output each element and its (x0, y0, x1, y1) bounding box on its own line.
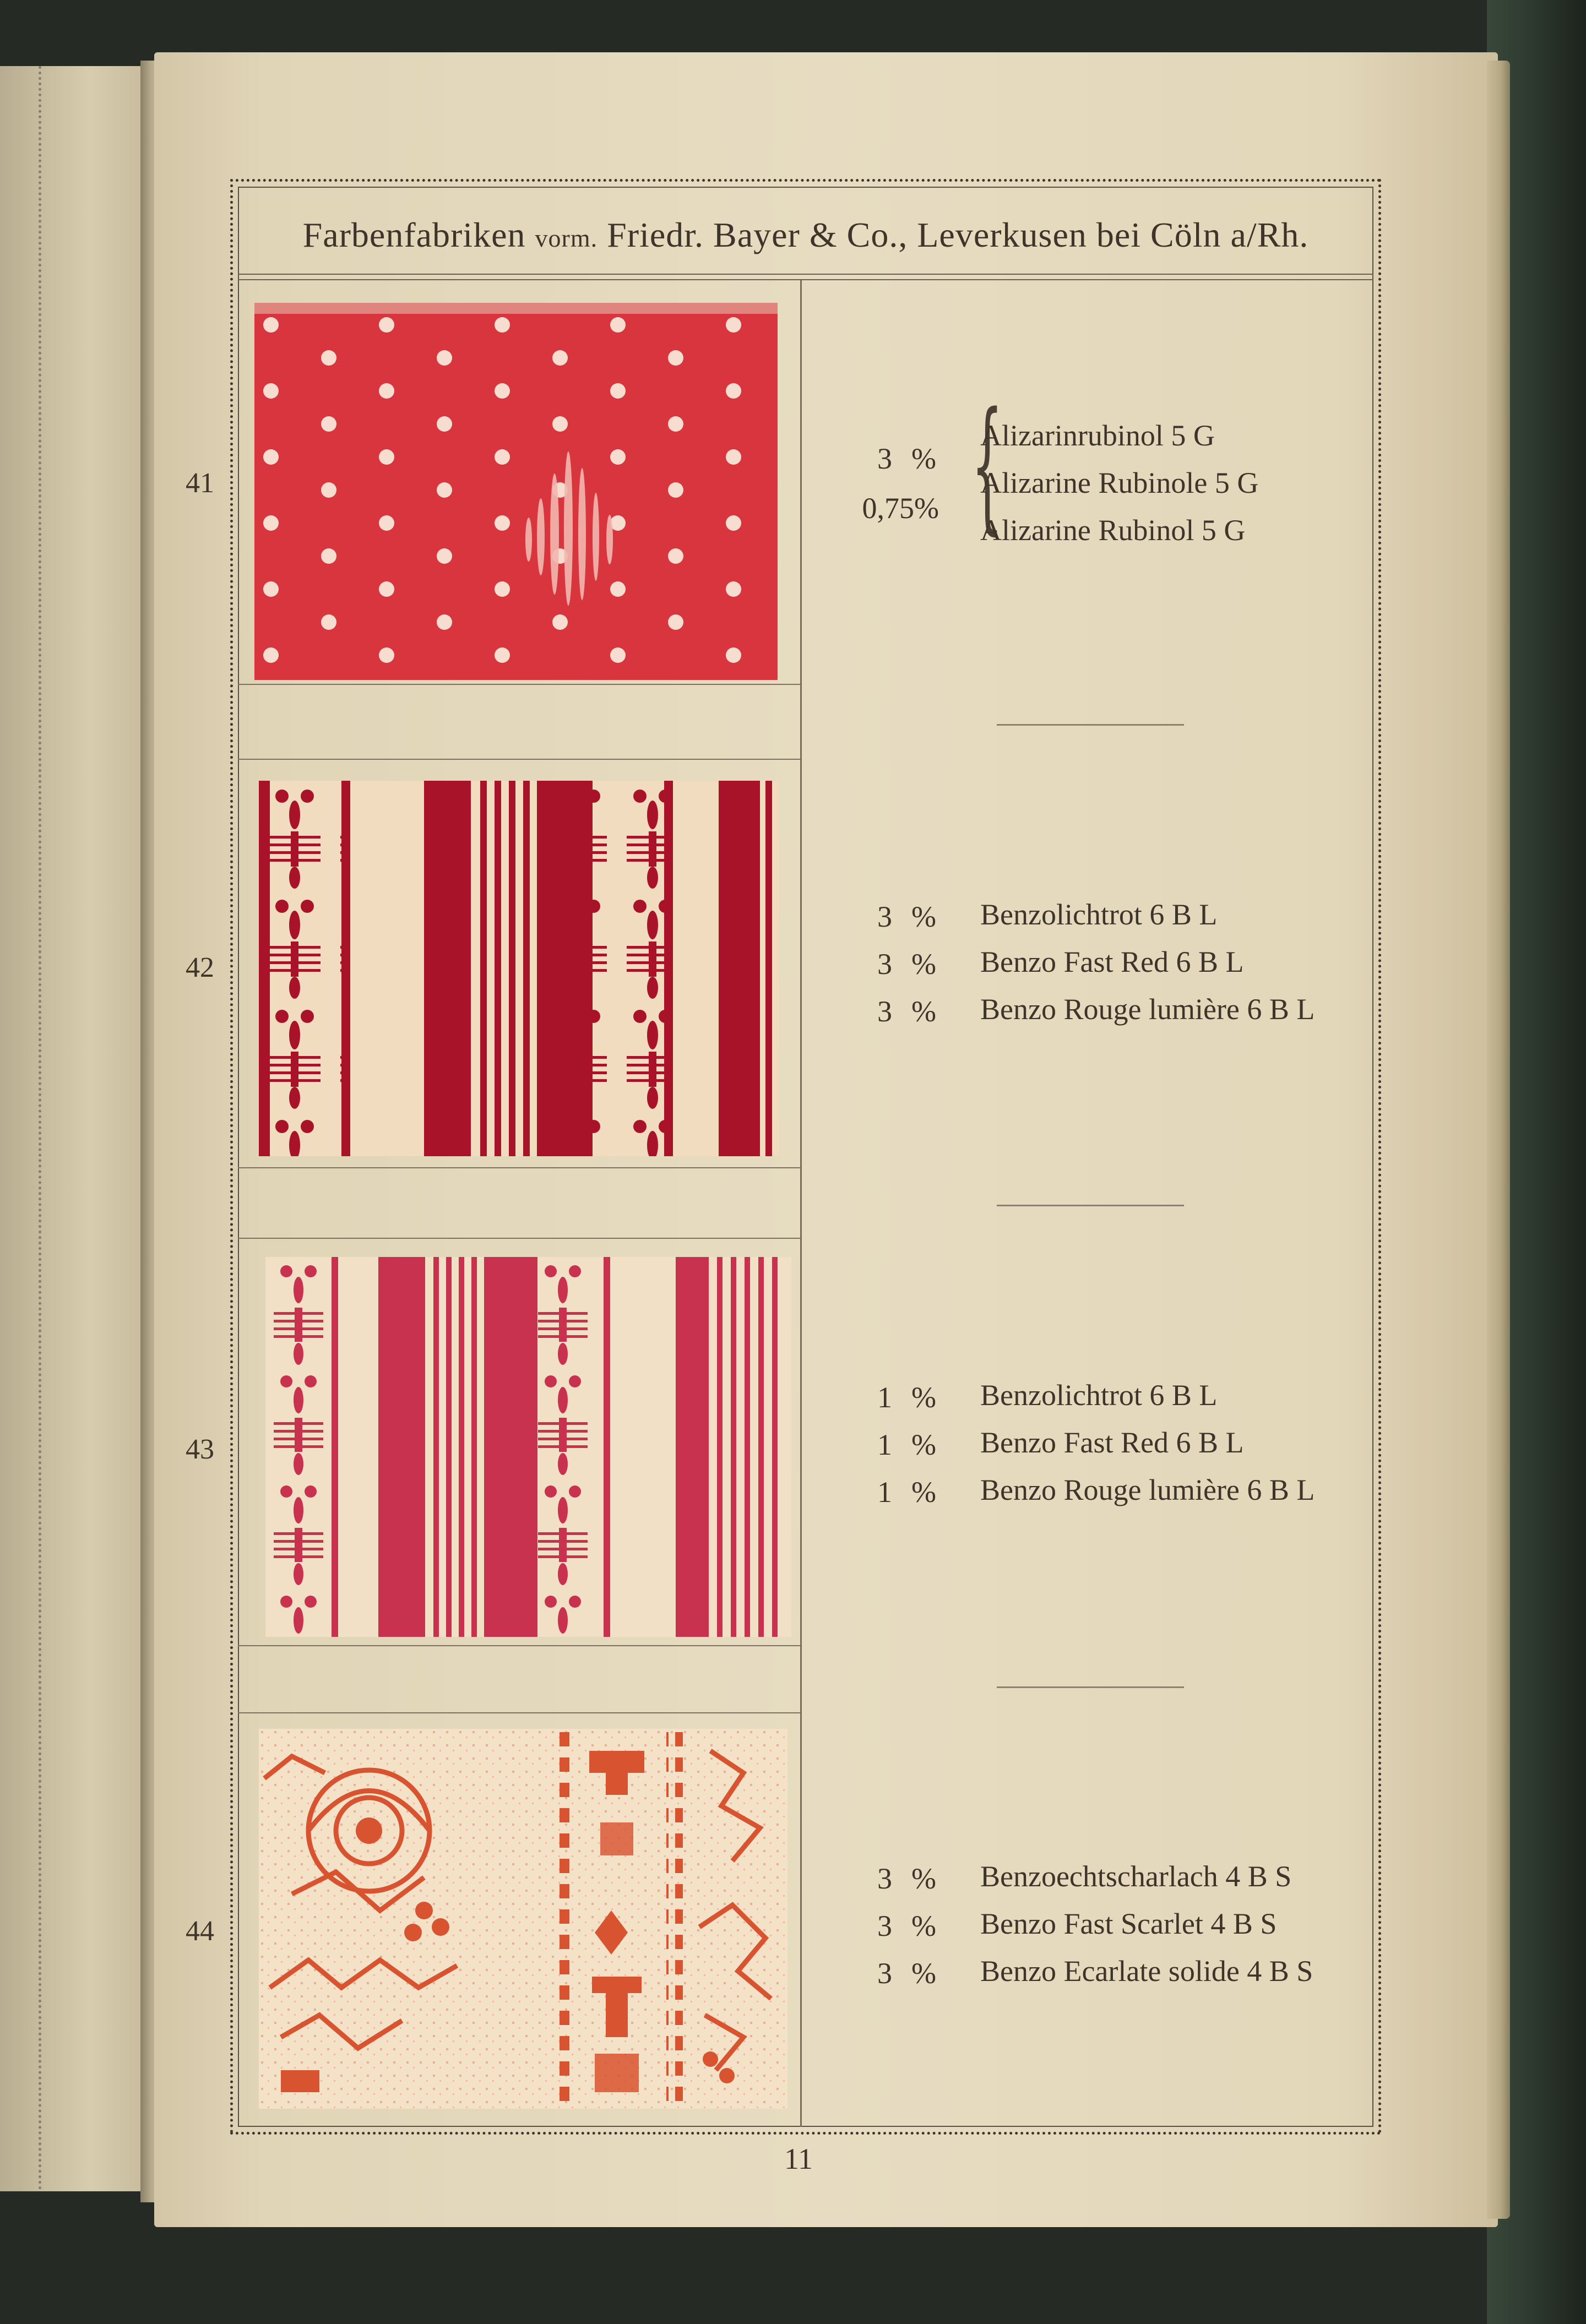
percent-sign: % (911, 1862, 936, 1895)
fabric-swatch-42 (259, 781, 779, 1156)
header-rule (238, 279, 1373, 280)
recipe-separator (997, 724, 1184, 726)
recipe-percentage: 1 (877, 1381, 892, 1414)
sample-number: 44 (186, 1915, 214, 1947)
page-header (238, 215, 1373, 255)
dye-name: Benzo Fast Red 6 B L (980, 945, 1244, 978)
recipe-percentage: 3 (877, 900, 892, 933)
column-divider (800, 280, 802, 2127)
recipe-percentage: 1 (877, 1476, 892, 1509)
facing-page-border (39, 66, 43, 2191)
recipe-42 (848, 897, 1344, 1041)
percent-sign: % (911, 900, 936, 933)
dye-name: Benzo Rouge lumière 6 B L (980, 993, 1315, 1026)
fabric-swatch-43 (265, 1257, 791, 1637)
dye-name: Benzo Fast Scarlet 4 B S (980, 1907, 1277, 1940)
recipe-percentage: 3 (877, 1957, 892, 1990)
recipe-43 (848, 1378, 1344, 1521)
percent-sign: % (911, 995, 936, 1028)
row-separator (238, 1167, 801, 1168)
page-number: 11 (784, 2142, 813, 2175)
row-separator (238, 1238, 801, 1239)
dye-name: Alizarinrubinol 5 G (980, 419, 1215, 452)
header-vorm: vorm. (535, 224, 598, 252)
dye-name: Benzolichtrot 6 B L (980, 898, 1218, 931)
sample-number: 43 (186, 1434, 214, 1465)
fabric-swatch-44 (259, 1729, 787, 2109)
recipe-percentage: 3 (877, 1862, 892, 1895)
recipe-separator (997, 1686, 1184, 1688)
dye-name: Benzo Ecarlate solide 4 B S (980, 1955, 1313, 1988)
recipe-percentage: 3 (877, 995, 892, 1028)
sample-number: 41 (186, 467, 214, 499)
page-stack-edge (1487, 61, 1510, 2219)
dye-name: Benzo Fast Red 6 B L (980, 1426, 1244, 1459)
fabric-swatch-41 (254, 303, 778, 680)
percent-sign: % (914, 492, 939, 525)
row-separator (238, 759, 801, 760)
row-separator (238, 684, 801, 685)
header-company: Farbenfabriken (302, 215, 526, 254)
percent-sign: % (911, 1476, 936, 1509)
recipe-44 (848, 1859, 1344, 2002)
header-company-rest: Friedr. Bayer & Co., Leverkusen bei Cöln a/Rh. (607, 215, 1309, 254)
recipe-percentage: 0,75 (862, 492, 914, 525)
recipe-percentage: 3 (877, 1909, 892, 1942)
recipe-percentage: 3 (877, 948, 892, 981)
percent-sign: % (911, 442, 936, 475)
recipe-percentage: 3 (877, 442, 892, 475)
percent-sign: % (911, 948, 936, 981)
percent-sign: % (911, 1957, 936, 1990)
row-separator (238, 1645, 801, 1646)
recipe-percentage: 1 (877, 1428, 892, 1461)
percent-sign: % (911, 1381, 936, 1414)
dye-name: Benzoechtscharlach 4 B S (980, 1860, 1292, 1893)
dye-name: Alizarine Rubinol 5 G (980, 514, 1246, 547)
dye-name: Benzo Rouge lumière 6 B L (980, 1473, 1315, 1506)
facing-page (0, 66, 149, 2191)
percent-sign: % (911, 1909, 936, 1942)
sample-number: 42 (186, 952, 214, 983)
dye-name: Benzolichtrot 6 B L (980, 1379, 1218, 1412)
header-rule (238, 274, 1373, 275)
row-separator (238, 1712, 801, 1713)
recipe-41 (848, 382, 1344, 562)
curly-brace: { (971, 382, 1003, 548)
percent-sign: % (911, 1428, 936, 1461)
dye-name: Alizarine Rubinole 5 G (980, 466, 1259, 499)
recipe-separator (997, 1205, 1184, 1206)
